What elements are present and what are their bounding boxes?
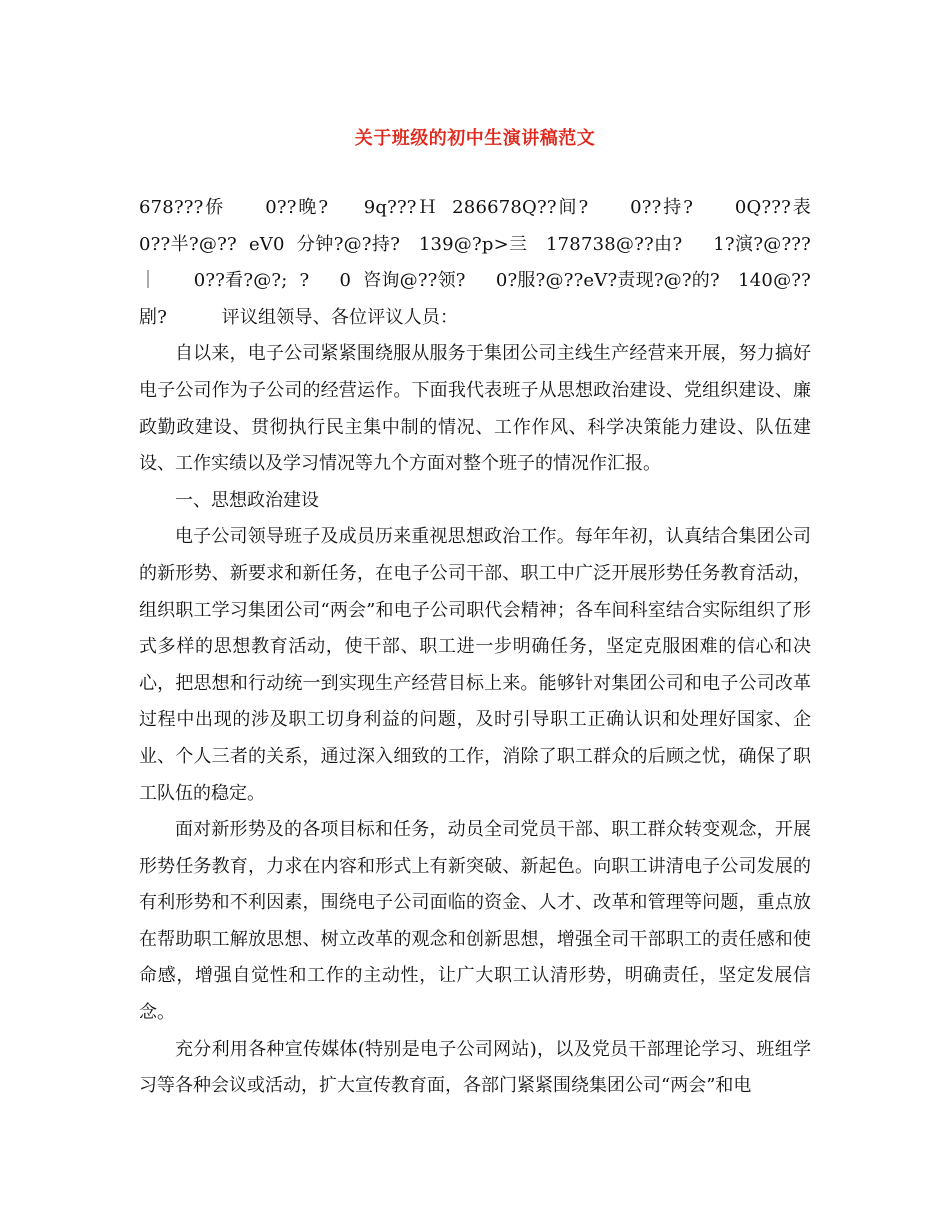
- paragraph-situation-education: 面对新形势及的各项目标和任务，动员全司党员干部、职工群众转变观念，开展形势任务教育，力求在内容和形式上有新突破、新起色。向职工讲清电子公司发展的有利形势和不利因素，围绕电子公司面临的资金、人才、改革和管理等问题，重点放在帮助职工解放思想、树立改革的观念和创新思想，增强全司干部职工的责任感和使命感，增强自觉性和工作的主动性，让广大职工认清形势，明确责任，坚定发展信念。: [139, 819, 811, 1024]
- garbled-intro-text: 678???侨 0??晚? 9q???Ｈ 286678Q??间? 0??持? 0Q???表 0??半?@?? eV0 分钟?@?持? 139@?p>亖 178738@??由? 1?演?@???｜ 0??看?@?; ? 0 咨询@??领? 0?服?@??eV?责现?@?的? 140@??剧? 评议组领导、各位评议人员：: [139, 197, 830, 328]
- paragraph-political-work: 电子公司领导班子及成员历来重视思想政治工作。每年年初，认真结合集团公司的新形势、新要求和新任务，在电子公司干部、职工中广泛开展形势任务教育活动，组织职工学习集团公司“两会”和电子公司职代会精神；各车间科室结合实际组织了形式多样的思想教育活动，使干部、职工进一步明确任务，坚定克服困难的信心和决心，把思想和行动统一到实现生产经营目标上来。能够针对集团公司和电子公司改革过程中出现的涉及职工切身利益的问题，及时引导职工正确认识和处理好国家、企业、个人三者的关系，通过深入细致的工作，消除了职工群众的后顾之忧，确保了职工队伍的稳定。: [139, 526, 811, 804]
- document-body: [139, 190, 830, 1105]
- paragraph-media-publicity: 充分利用各种宣传媒体(特别是电子公司网站)，以及党员干部理论学习、班组学习等各种会议或活动，扩大宣传教育面，各部门紧紧围绕集团公司“两会”和电: [139, 1038, 811, 1097]
- paragraph-intro: 自以来，电子公司紧紧围绕服从服务于集团公司主线生产经营来开展，努力搞好电子公司作为子公司的经营运作。下面我代表班子从思想政治建设、党组织建设、廉政勤政建设、贯彻执行民主集中制的情况、工作作风、科学决策能力建设、队伍建设、工作实绩以及学习情况等九个方面对整个班子的情况作汇报。: [139, 343, 811, 475]
- document-title: 关于班级的初中生演讲稿范文: [354, 128, 596, 149]
- section-heading-political: 一、思想政治建设: [175, 489, 319, 511]
